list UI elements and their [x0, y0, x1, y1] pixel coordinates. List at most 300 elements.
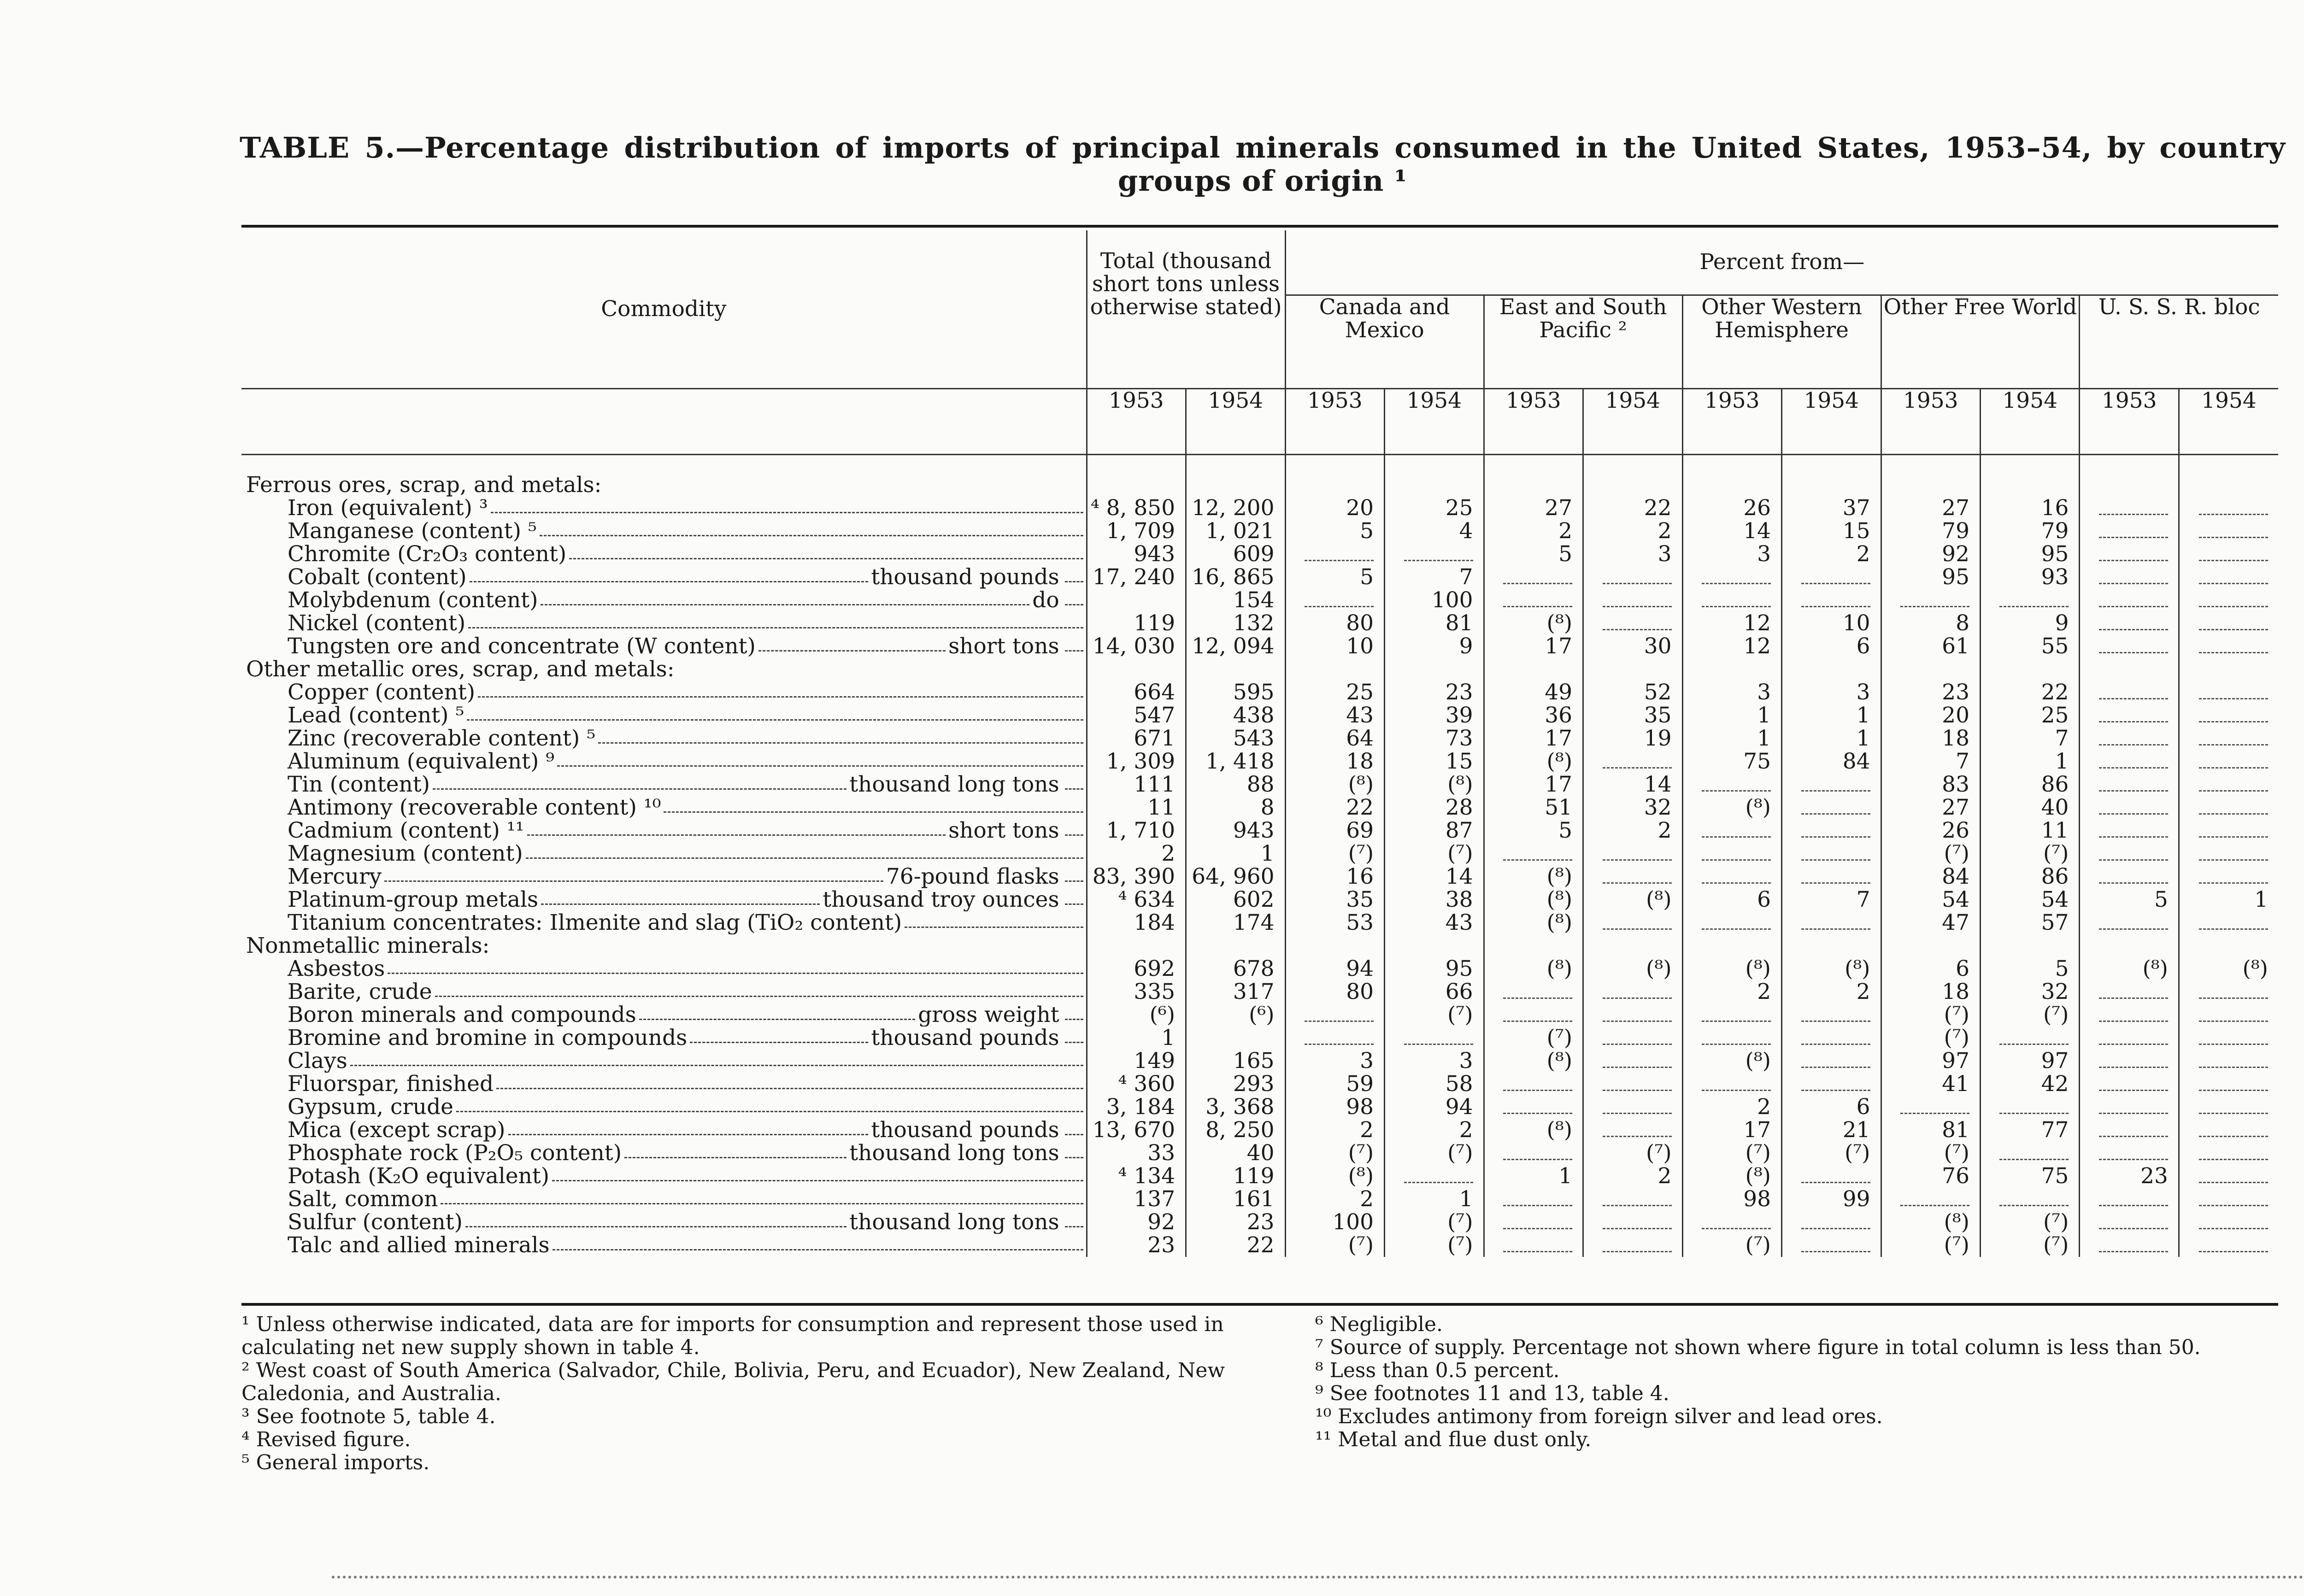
table-row: [241, 773, 2278, 796]
unit-label: thousand long tons: [849, 1210, 1059, 1234]
table-row: [241, 1188, 2278, 1211]
value-cell: 2: [1682, 980, 1781, 1003]
commodity-cell: [241, 704, 1087, 727]
no-data-dash: [1503, 1100, 1572, 1114]
leader-dots: [1065, 773, 1083, 790]
value-cell: [1782, 865, 1881, 888]
value-cell: 602: [1186, 888, 1285, 911]
value-cell: [1285, 934, 1384, 957]
footnote: ¹⁰ Excludes antimony from foreign silver and lead ores.: [1315, 1405, 1883, 1428]
value-cell: [1980, 1027, 2079, 1050]
value-cell: [2080, 635, 2179, 658]
table-row: [241, 543, 2278, 566]
leader-dots: [1065, 888, 1083, 905]
leader-dots: [508, 1119, 869, 1135]
value-cell: 81: [1881, 1119, 1980, 1142]
value-cell: 6: [1782, 1096, 1881, 1119]
value-cell: [1980, 589, 2079, 612]
value-cell: 55: [1980, 635, 2079, 658]
value-cell: 23: [1881, 681, 1980, 704]
value-cell: [1881, 1096, 1980, 1119]
value-cell: [2080, 1188, 2179, 1211]
value-cell: 20: [1881, 704, 1980, 727]
value-cell: [1484, 1211, 1583, 1234]
no-data-dash: [2199, 570, 2268, 584]
no-data-dash: [2199, 639, 2268, 653]
commodity-cell: [241, 497, 1087, 520]
commodity-cell: [241, 957, 1087, 980]
value-cell: 2: [1782, 980, 1881, 1003]
value-cell: [2179, 1188, 2278, 1211]
no-data-dash: [1801, 1054, 1870, 1068]
value-cell: [1682, 1211, 1781, 1234]
unit-label: 76-pound flasks: [886, 865, 1059, 888]
value-cell: [2179, 1096, 2278, 1119]
no-data-dash: [2099, 1031, 2168, 1045]
value-cell: [2179, 497, 2278, 520]
value-cell: 17, 240: [1087, 566, 1186, 589]
value-cell: 75: [1980, 1165, 2079, 1188]
commodity-label: Magnesium (content): [288, 842, 523, 865]
commodity-cell: [241, 1027, 1087, 1050]
value-cell: 7: [1881, 750, 1980, 773]
value-cell: [1682, 474, 1781, 497]
value-cell: [1484, 842, 1583, 865]
value-cell: 47: [1881, 911, 1980, 934]
value-cell: 1: [1980, 750, 2079, 773]
value-cell: [2179, 1027, 2278, 1050]
value-cell: [1285, 658, 1384, 681]
value-cell: (⁷): [1285, 1234, 1384, 1257]
leader-dots: [1065, 1119, 1083, 1135]
value-cell: [2080, 911, 2179, 934]
value-cell: 943: [1087, 543, 1186, 566]
unit-label: do: [1032, 588, 1059, 612]
table-row: [241, 1211, 2278, 1234]
value-cell: 30: [1583, 635, 1682, 658]
value-cell: 137: [1087, 1188, 1186, 1211]
no-data-dash: [2199, 501, 2268, 515]
value-cell: [1484, 566, 1583, 589]
commodity-label: Potash (K₂O equivalent): [288, 1164, 550, 1188]
leader-dots: [435, 980, 1083, 997]
no-data-dash: [2099, 1123, 2168, 1137]
value-cell: 88: [1186, 773, 1285, 796]
value-cell: 17: [1682, 1119, 1781, 1142]
no-data-dash: [2199, 1146, 2268, 1160]
leader-dots: [527, 819, 946, 836]
value-cell: 27: [1484, 497, 1583, 520]
no-data-dash: [1404, 547, 1473, 561]
value-cell: [2179, 1050, 2278, 1073]
no-data-dash: [2099, 1008, 2168, 1022]
footnote: ⁶ Negligible.: [1315, 1313, 1443, 1336]
no-data-dash: [2099, 1215, 2168, 1229]
value-cell: 184: [1087, 911, 1186, 934]
commodity-cell: [241, 635, 1087, 658]
no-data-dash: [2099, 777, 2168, 792]
no-data-dash: [1603, 985, 1672, 999]
value-cell: 23: [1385, 681, 1484, 704]
value-cell: 165: [1186, 1050, 1285, 1073]
value-cell: 5: [1484, 543, 1583, 566]
table-row: [241, 1027, 2278, 1050]
commodity-label: Cadmium (content) ¹¹: [288, 819, 524, 842]
table-row: [241, 727, 2278, 750]
value-cell: 36: [1484, 704, 1583, 727]
value-cell: 943: [1186, 819, 1285, 842]
no-data-dash: [1801, 823, 1870, 838]
value-cell: [1782, 1211, 1881, 1234]
value-cell: 2: [1682, 1096, 1781, 1119]
no-data-dash: [1503, 1238, 1572, 1252]
leader-dots: [1065, 819, 1083, 836]
no-data-dash: [1603, 1192, 1672, 1206]
footnote: ⁹ See footnotes 11 and 13, table 4.: [1315, 1382, 1669, 1405]
value-cell: [2179, 1142, 2278, 1165]
no-data-dash: [2199, 1100, 2268, 1114]
table-row: [241, 911, 2278, 934]
value-cell: [2080, 934, 2179, 957]
value-cell: [1682, 1003, 1781, 1027]
value-cell: 42: [1980, 1073, 2079, 1096]
value-cell: (⁸): [2080, 957, 2179, 980]
value-cell: [2179, 589, 2278, 612]
value-cell: [2080, 1142, 2179, 1165]
value-cell: (⁸): [1583, 888, 1682, 911]
value-cell: (⁸): [1285, 1165, 1384, 1188]
value-cell: (⁸): [1782, 957, 1881, 980]
value-cell: 86: [1980, 865, 2079, 888]
value-cell: [1682, 934, 1781, 957]
section-label: Ferrous ores, scrap, and metals:: [246, 473, 602, 497]
value-cell: 2: [1782, 543, 1881, 566]
year-header: 1953: [1484, 388, 1583, 454]
value-cell: (⁶): [1186, 1003, 1285, 1027]
commodity-label: Aluminum (equivalent) ⁹: [288, 750, 555, 773]
no-data-dash: [2099, 639, 2168, 653]
no-data-dash: [2099, 593, 2168, 607]
value-cell: 79: [1980, 520, 2079, 543]
value-cell: [1682, 911, 1781, 934]
value-cell: [2179, 681, 2278, 704]
no-data-dash: [2099, 708, 2168, 722]
value-cell: 25: [1285, 681, 1384, 704]
section-label: Nonmetallic minerals:: [246, 934, 490, 957]
value-cell: 43: [1385, 911, 1484, 934]
no-data-dash: [1603, 846, 1672, 861]
value-cell: [1484, 658, 1583, 681]
no-data-dash: [1603, 915, 1672, 930]
no-data-dash: [2199, 547, 2268, 561]
value-cell: [1583, 750, 1682, 773]
unit-label: thousand pounds: [871, 1026, 1059, 1050]
value-cell: 2: [1583, 520, 1682, 543]
value-cell: 1: [1186, 842, 1285, 865]
leader-dots: [598, 727, 1083, 744]
bottom-rule: [241, 1303, 2278, 1306]
no-data-dash: [1603, 1054, 1672, 1068]
value-cell: [2179, 520, 2278, 543]
value-cell: 40: [1186, 1142, 1285, 1165]
commodity-cell: [241, 1211, 1087, 1234]
value-cell: (⁸): [1484, 1050, 1583, 1073]
commodity-label: Chromite (Cr₂O₃ content): [288, 542, 567, 566]
no-data-dash: [1801, 1077, 1870, 1091]
value-cell: [1087, 658, 1186, 681]
value-cell: 26: [1881, 819, 1980, 842]
leader-dots: [664, 796, 1083, 813]
leader-dots: [496, 1073, 1083, 1089]
no-data-dash: [1603, 1123, 1672, 1137]
value-cell: [1682, 1073, 1781, 1096]
leader-dots: [456, 1096, 1083, 1112]
value-cell: [1285, 589, 1384, 612]
value-cell: 678: [1186, 957, 1285, 980]
top-rule: [241, 225, 2278, 228]
commodity-cell: [241, 796, 1087, 819]
no-data-dash: [2199, 846, 2268, 861]
value-cell: 3: [1682, 543, 1781, 566]
value-cell: [1682, 658, 1781, 681]
value-cell: [2080, 842, 2179, 865]
value-cell: (⁷): [1881, 1142, 1980, 1165]
value-cell: [1682, 566, 1781, 589]
value-cell: 54: [1980, 888, 2079, 911]
table-row: [241, 520, 2278, 543]
value-cell: 49: [1484, 681, 1583, 704]
footnote: ⁷ Source of supply. Percentage not shown where figure in total column is less than 50.: [1315, 1336, 2201, 1359]
value-cell: [1583, 911, 1682, 934]
no-data-dash: [2199, 777, 2268, 792]
table-row: [241, 865, 2278, 888]
table-row: [241, 819, 2278, 842]
value-cell: [1583, 980, 1682, 1003]
table-row: [241, 612, 2278, 635]
leader-dots: [468, 612, 1083, 628]
no-data-dash: [1603, 1031, 1672, 1045]
leader-dots: [1065, 566, 1083, 582]
value-cell: (⁷): [1881, 1234, 1980, 1257]
value-cell: 11: [1980, 819, 2079, 842]
no-data-dash: [1503, 1192, 1572, 1206]
no-data-dash: [2199, 1215, 2268, 1229]
commodity-label: Lead (content) ⁵: [288, 704, 464, 727]
value-cell: [1782, 658, 1881, 681]
value-cell: [2080, 773, 2179, 796]
no-data-dash: [2199, 1008, 2268, 1022]
footnote: ⁴ Revised figure.: [241, 1428, 411, 1451]
commodity-cell: [241, 980, 1087, 1003]
value-cell: 80: [1285, 612, 1384, 635]
value-cell: [1782, 1027, 1881, 1050]
value-cell: [1682, 589, 1781, 612]
no-data-dash: [1305, 1008, 1374, 1022]
value-cell: [1583, 1188, 1682, 1211]
commodity-cell: [241, 1119, 1087, 1142]
value-cell: [1682, 1027, 1781, 1050]
commodity-cell: [241, 1142, 1087, 1165]
no-data-dash: [2099, 800, 2168, 815]
value-cell: [2179, 1003, 2278, 1027]
value-cell: 15: [1385, 750, 1484, 773]
value-cell: (⁸): [1484, 865, 1583, 888]
value-cell: [1881, 589, 1980, 612]
commodity-cell: [241, 1234, 1087, 1257]
no-data-dash: [1702, 570, 1771, 584]
year-header: 1954: [1782, 388, 1881, 454]
value-cell: 16, 865: [1186, 566, 1285, 589]
value-cell: [1980, 474, 2079, 497]
value-cell: [1782, 1050, 1881, 1073]
year-header: 1954: [1980, 388, 2079, 454]
value-cell: (⁸): [1682, 796, 1781, 819]
no-data-dash: [2099, 1146, 2168, 1160]
leader-dots: [1065, 1027, 1083, 1043]
value-cell: 25: [1385, 497, 1484, 520]
value-cell: (⁷): [1881, 1027, 1980, 1050]
value-cell: 100: [1285, 1211, 1384, 1234]
value-cell: 1: [1782, 727, 1881, 750]
no-data-dash: [1603, 593, 1672, 607]
value-cell: 111: [1087, 773, 1186, 796]
no-data-dash: [1702, 1077, 1771, 1091]
total-header: Total (thousand short tons unless otherwise stated): [1087, 230, 1285, 388]
value-cell: [1881, 934, 1980, 957]
value-cell: 6: [1782, 635, 1881, 658]
commodity-label: Titanium concentrates: Ilmenite and slag (TiO₂ content): [288, 911, 902, 934]
value-cell: 5: [1285, 520, 1384, 543]
value-cell: (⁷): [1385, 1211, 1484, 1234]
value-cell: [1682, 865, 1781, 888]
value-cell: [1385, 934, 1484, 957]
commodity-label: Boron minerals and compounds: [288, 1003, 636, 1027]
value-cell: (⁷): [1385, 842, 1484, 865]
value-cell: [1881, 658, 1980, 681]
table-row: [241, 842, 2278, 865]
commodity-cell: [241, 1188, 1087, 1211]
no-data-dash: [1702, 915, 1771, 930]
leader-dots: [1065, 1142, 1083, 1158]
commodity-label: Iron (equivalent) ³: [288, 496, 488, 520]
value-cell: 595: [1186, 681, 1285, 704]
value-cell: 75: [1682, 750, 1781, 773]
value-cell: 4: [1385, 520, 1484, 543]
no-data-dash: [2099, 616, 2168, 630]
no-data-dash: [2099, 1238, 2168, 1252]
value-cell: 14, 030: [1087, 635, 1186, 658]
no-data-dash: [2199, 1192, 2268, 1206]
value-cell: 9: [1980, 612, 2079, 635]
commodity-cell: [241, 1165, 1087, 1188]
no-data-dash: [2199, 593, 2268, 607]
value-cell: 98: [1682, 1188, 1781, 1211]
no-data-dash: [2099, 731, 2168, 745]
value-cell: (⁶): [1087, 1003, 1186, 1027]
leader-dots: [540, 520, 1083, 536]
value-cell: 1, 309: [1087, 750, 1186, 773]
table-row: [241, 681, 2278, 704]
commodity-label: Cobalt (content): [288, 565, 467, 589]
value-cell: [2080, 681, 2179, 704]
commodity-cell: [241, 750, 1087, 773]
value-cell: [2179, 727, 2278, 750]
value-cell: 92: [1881, 543, 1980, 566]
commodity-label: Platinum-group metals: [288, 888, 539, 911]
value-cell: [2179, 934, 2278, 957]
no-data-dash: [1801, 1169, 1870, 1183]
footnotes-left: [241, 1313, 1255, 1474]
value-cell: 87: [1385, 819, 1484, 842]
value-cell: (⁸): [1484, 911, 1583, 934]
no-data-dash: [2199, 985, 2268, 999]
value-cell: [1782, 934, 1881, 957]
value-cell: [1782, 589, 1881, 612]
value-cell: 317: [1186, 980, 1285, 1003]
value-cell: 37: [1782, 497, 1881, 520]
no-data-dash: [1603, 1215, 1672, 1229]
value-cell: [2080, 589, 2179, 612]
value-cell: 14: [1385, 865, 1484, 888]
value-cell: [2080, 658, 2179, 681]
table-row: [241, 750, 2278, 773]
no-data-dash: [1702, 593, 1771, 607]
commodity-label: Salt, common: [288, 1187, 438, 1211]
unit-label: gross weight: [918, 1003, 1059, 1027]
value-cell: [1782, 1234, 1881, 1257]
group-header-other-free-world: Other Free World: [1881, 295, 2080, 388]
value-cell: [2179, 543, 2278, 566]
value-cell: [2080, 704, 2179, 727]
leader-dots: [388, 957, 1083, 974]
no-data-dash: [1801, 570, 1870, 584]
no-data-dash: [2099, 685, 2168, 699]
value-cell: [2080, 727, 2179, 750]
footnote: ⁵ General imports.: [241, 1451, 430, 1474]
value-cell: [2179, 750, 2278, 773]
value-cell: 1, 710: [1087, 819, 1186, 842]
unit-label: short tons: [948, 634, 1059, 658]
value-cell: [2080, 750, 2179, 773]
value-cell: [2179, 1073, 2278, 1096]
value-cell: [1782, 819, 1881, 842]
value-cell: 57: [1980, 911, 2079, 934]
no-data-dash: [1999, 593, 2069, 607]
table-title: TABLE 5.—Percentage distribution of imports of principal minerals consumed in the United States, 1953–54, by country groups of origin ¹: [240, 131, 2286, 198]
leader-dots: [526, 842, 1083, 859]
value-cell: (⁷): [1980, 842, 2079, 865]
year-header: 1954: [2179, 388, 2278, 454]
value-cell: 609: [1186, 543, 1285, 566]
value-cell: [1583, 1050, 1682, 1073]
value-cell: 671: [1087, 727, 1186, 750]
commodity-cell: [241, 589, 1087, 612]
unit-label: thousand pounds: [871, 1118, 1059, 1142]
no-data-dash: [1801, 869, 1870, 884]
no-data-dash: [1801, 1008, 1870, 1022]
value-cell: 1: [1782, 704, 1881, 727]
commodity-label: Phosphate rock (P₂O₅ content): [288, 1141, 622, 1165]
value-cell: [2080, 1234, 2179, 1257]
no-data-dash: [1702, 777, 1771, 792]
year-header: 1954: [1186, 388, 1285, 454]
year-header-spacer: [241, 388, 1087, 454]
value-cell: [2080, 819, 2179, 842]
no-data-dash: [2199, 1169, 2268, 1183]
value-cell: 95: [1980, 543, 2079, 566]
value-cell: [2080, 566, 2179, 589]
value-cell: 39: [1385, 704, 1484, 727]
